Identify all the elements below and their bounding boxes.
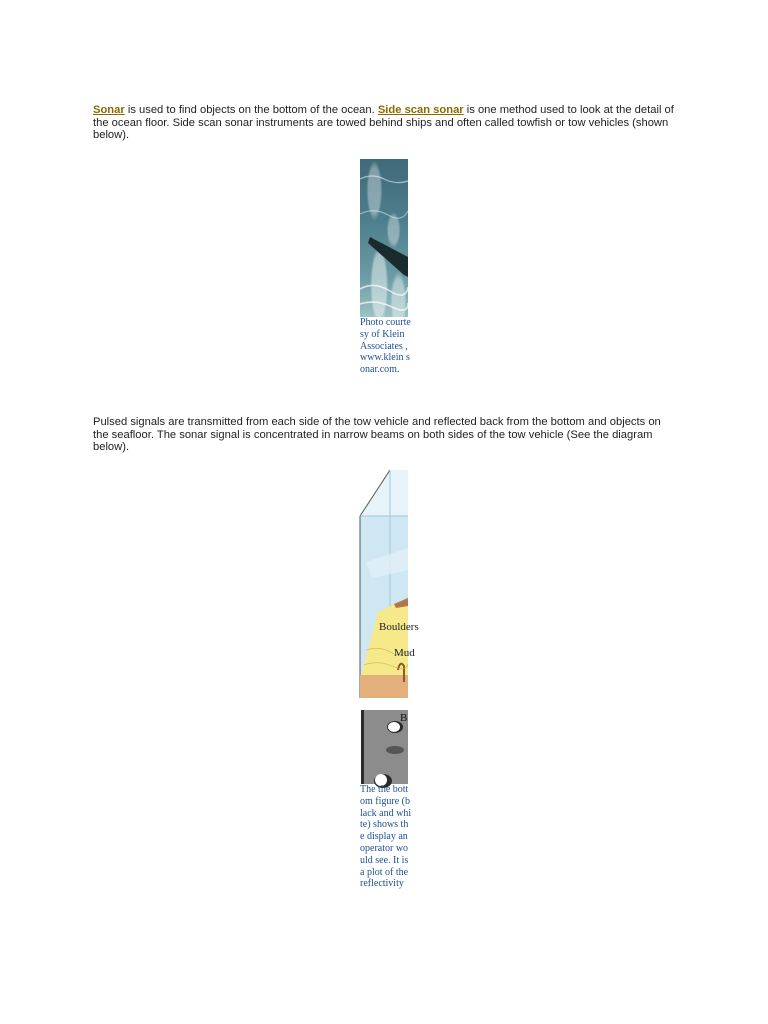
towfish-photo-art xyxy=(360,159,408,317)
intro-paragraph xyxy=(93,104,678,142)
display-label: B xyxy=(400,712,408,724)
side-scan-diagram-art xyxy=(360,470,419,698)
towfish-photo xyxy=(360,159,408,317)
sonar-display-image xyxy=(361,710,408,784)
display-caption: The the bottom figure (black and white) shows the display anoperator would see. It is a plot of the reflectivity xyxy=(360,784,412,890)
intro-text-2: is one method used to look at the detail of the ocean floor. Side scan sonar instruments are towed behind ships and often called towfish or tow vehicles (shown below). xyxy=(93,104,674,142)
photo-caption: Photo courtesy of Klein Associates , www.klein sonar.com. xyxy=(360,317,411,376)
diagram-label-mud: Mud xyxy=(394,647,415,659)
side-scan-sonar-link[interactable]: Side scan sonar xyxy=(377,104,464,116)
diagram-label-boulders: Boulders xyxy=(379,621,419,633)
sonar-display-art xyxy=(361,710,408,784)
towfish-shape xyxy=(368,237,408,277)
intro-text-1: is used to find objects on the bottom of the ocean. xyxy=(124,104,378,116)
pulsed-paragraph: Pulsed signals are transmitted from each side of the tow vehicle and reflected back from the bottom and objects on the seafloor. The sonar signal is concentrated in narrow beams on both sides of the tow vehicle (See the diagram below). xyxy=(93,416,661,454)
sonar-link[interactable]: Sonar xyxy=(93,104,125,116)
side-scan-diagram xyxy=(360,470,419,698)
